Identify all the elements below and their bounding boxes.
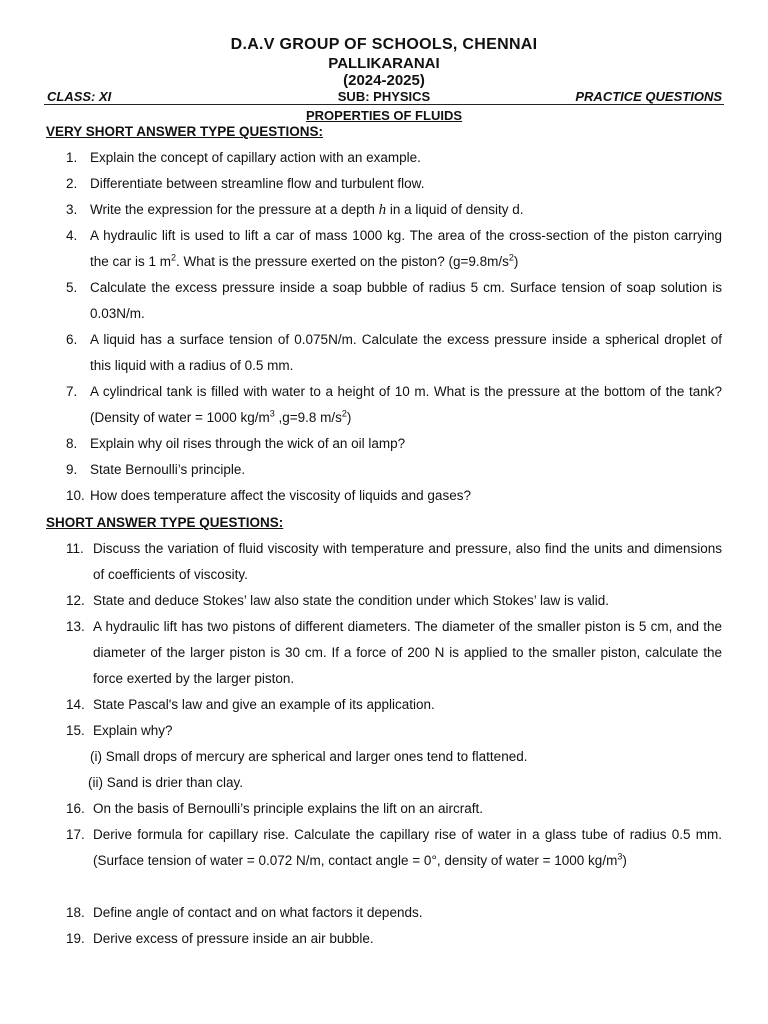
subject-label: SUB: PHYSICS — [337, 89, 431, 104]
question-number: 16. — [66, 801, 85, 816]
question-subpart: (ii) Sand is drier than clay. — [88, 775, 244, 790]
paper-type-label: PRACTICE QUESTIONS — [575, 89, 722, 104]
question-text: Derive formula for capillary rise. Calculate the capillary rise of water in a glass tube of radius 0.5 mm. (Surface tension of water = 0.072 N/m, contact angle = 0°, density of water = 1000 $kg/m^3$) — [93, 827, 722, 868]
section-heading-short: SHORT ANSWER TYPE QUESTIONS: — [46, 515, 284, 530]
question-item — [66, 275, 722, 327]
question-number: 1. — [66, 150, 78, 165]
question-number: 12. — [66, 593, 85, 608]
question-text: Write the expression for the pressure at a depth h in a liquid of density d. — [90, 202, 524, 218]
question-text: Define angle of contact and on what factors it depends. — [93, 905, 423, 920]
question-item — [66, 822, 722, 874]
question-number: 18. — [66, 905, 85, 920]
question-text: A cylindrical tank is filled with water to a height of 10 m. What is the pressure at the bottom of the tank? (Density of water = 1000 $kg/m^3$ ,g=9.8 $m/s^2$) — [90, 384, 722, 425]
question-item — [66, 197, 722, 223]
math-variable: h — [378, 202, 387, 218]
branch-name: PALLIKARANAI — [328, 55, 440, 72]
class-label: CLASS: XI — [47, 89, 112, 104]
question-text: State Pascal's law and give an example of its application. — [93, 697, 435, 712]
question-text: A hydraulic lift has two pistons of different diameters. The diameter of the smaller piston is 5 cm, and the diameter of the larger piston is 30 cm. If a force of 200 N is applied to the smaller piston, calculate the force exerted by the larger piston. — [93, 619, 722, 686]
question-text: On the basis of Bernoulli’s principle explains the lift on an aircraft. — [93, 801, 483, 816]
section-heading-very-short: VERY SHORT ANSWER TYPE QUESTIONS: — [46, 124, 324, 139]
question-number: 7. — [66, 384, 78, 399]
topic-title: PROPERTIES OF FLUIDS — [305, 108, 462, 123]
question-item — [66, 796, 722, 822]
question-item — [66, 431, 722, 457]
question-number: 8. — [66, 436, 78, 451]
question-number: 13. — [66, 619, 85, 634]
question-text: How does temperature affect the viscosity of liquids and gases? — [90, 488, 471, 503]
school-name: D.A.V GROUP OF SCHOOLS, CHENNAI — [230, 36, 538, 53]
question-subpart: (i) Small drops of mercury are spherical and larger ones tend to flattened. — [90, 749, 528, 764]
question-text: Calculate the excess pressure inside a soap bubble of radius 5 cm. Surface tension of soap solution is 0.03N/m. — [90, 280, 722, 321]
question-number: 9. — [66, 462, 78, 477]
question-number: 4. — [66, 228, 78, 243]
question-item — [66, 145, 722, 171]
question-number: 17. — [66, 827, 85, 842]
academic-year: (2024-2025) — [343, 72, 425, 89]
question-item — [66, 379, 722, 431]
question-item — [66, 171, 722, 197]
question-number: 14. — [66, 697, 85, 712]
question-number: 15. — [66, 723, 85, 738]
question-item — [66, 327, 722, 379]
question-number: 3. — [66, 202, 78, 217]
question-item — [66, 457, 722, 483]
question-number: 5. — [66, 280, 78, 295]
question-item — [66, 926, 722, 952]
question-text: State and deduce Stokes’ law also state the condition under which Stokes’ law is valid. — [93, 593, 610, 608]
question-text: Explain why? — [93, 723, 173, 738]
question-number: 6. — [66, 332, 78, 347]
question-item — [66, 483, 722, 509]
question-text: Explain the concept of capillary action with an example. — [90, 150, 421, 165]
question-item — [66, 588, 722, 614]
header-divider — [44, 104, 724, 105]
question-text: Discuss the variation of fluid viscosity with temperature and pressure, also find the units and dimensions of coefficients of viscosity. — [93, 541, 722, 582]
question-text: Derive excess of pressure inside an air bubble. — [93, 931, 374, 946]
question-number: 19. — [66, 931, 85, 946]
question-item — [66, 900, 722, 926]
question-text: A hydraulic lift is used to lift a car of mass 1000 kg. The area of the cross-section of the piston carrying the car is 1 $m^2$. What is the pressure exerted on the piston? $(g=9.8m/s^2)$ — [90, 228, 722, 269]
question-text: State Bernoulli’s principle. — [90, 462, 246, 477]
question-item — [66, 536, 722, 588]
question-text: A liquid has a surface tension of 0.075N/m. Calculate the excess pressure inside a spherical droplet of this liquid with a radius of 0.5 mm. — [90, 332, 722, 373]
question-item — [66, 692, 722, 718]
question-number: 10. — [66, 488, 85, 503]
question-text: Explain why oil rises through the wick of an oil lamp? — [90, 436, 406, 451]
question-item — [66, 718, 722, 744]
question-item — [66, 223, 722, 275]
question-item — [66, 614, 722, 692]
question-number: 11. — [66, 541, 84, 556]
question-text: Differentiate between streamline flow and turbulent flow. — [90, 176, 425, 191]
question-number: 2. — [66, 176, 78, 191]
